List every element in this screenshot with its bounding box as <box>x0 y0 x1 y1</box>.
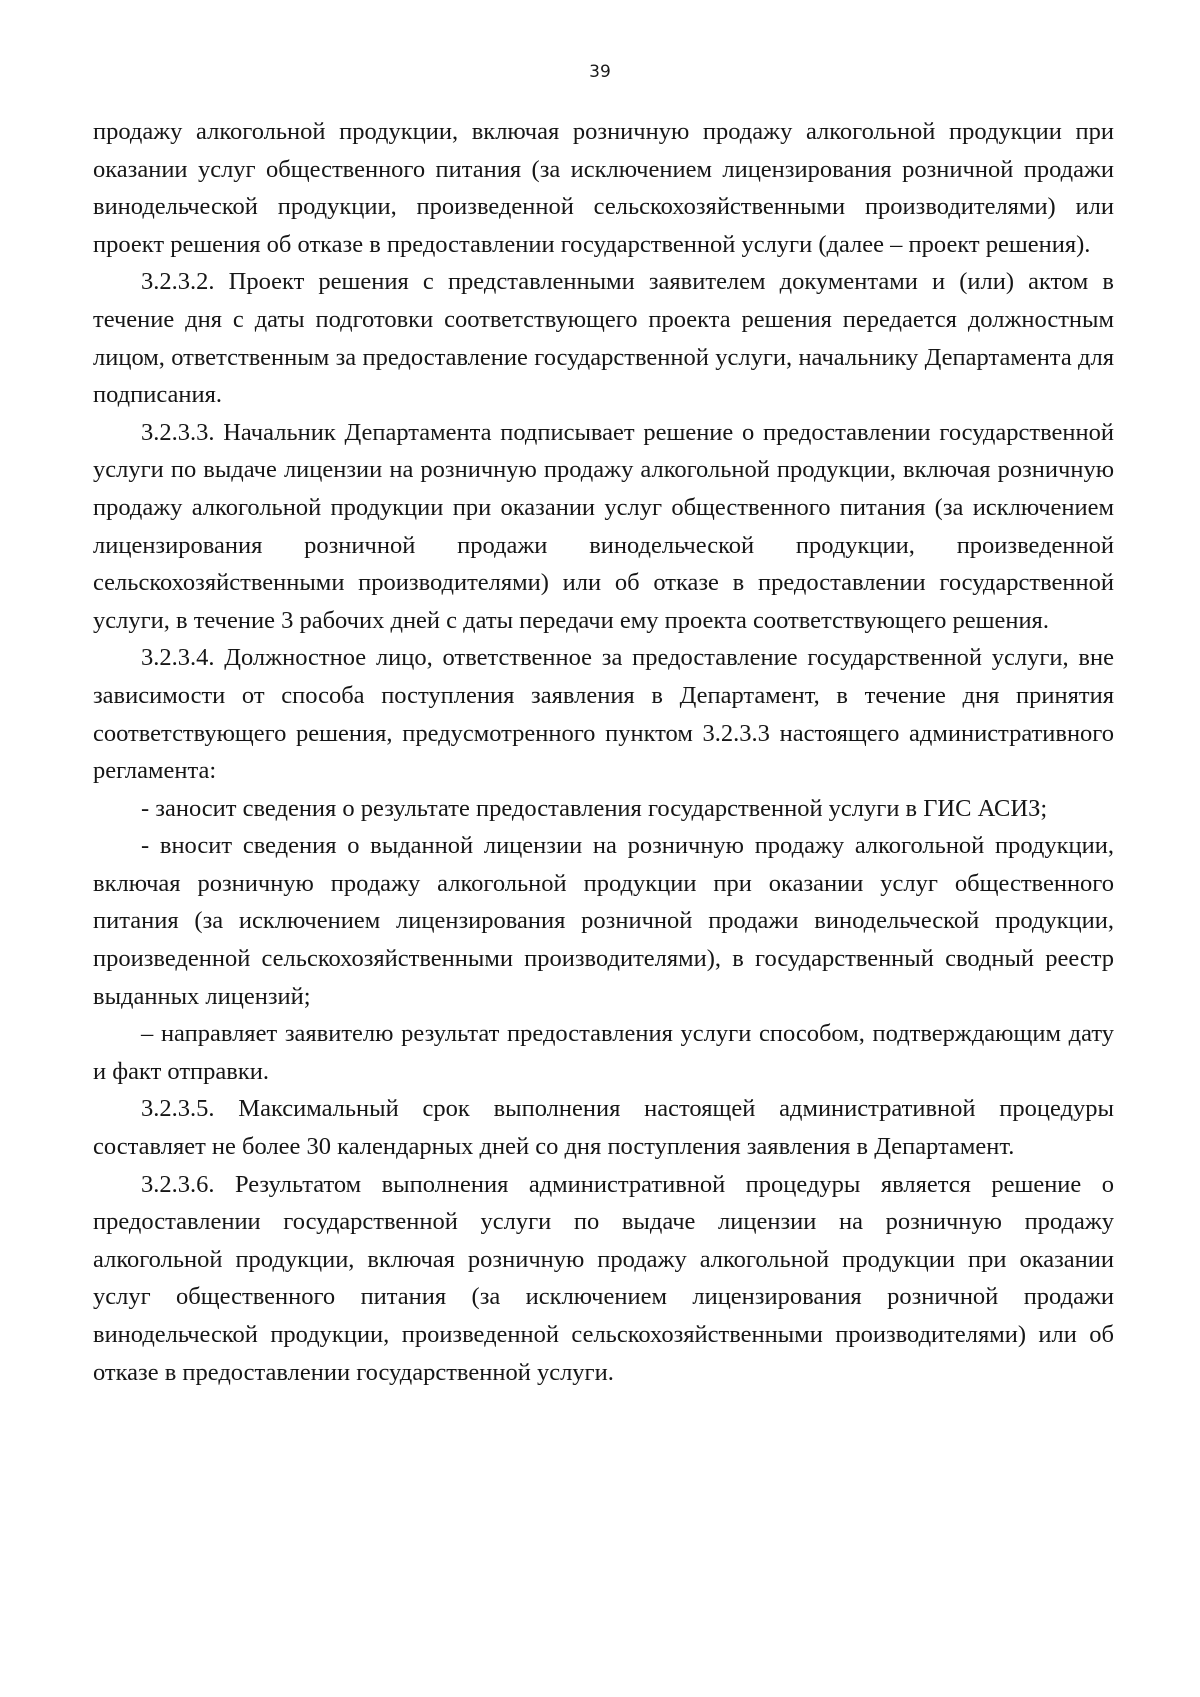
list-item-record-result: - заносит сведения о результате предоставления государственной услуги в ГИС АСИЗ; <box>141 794 1048 822</box>
paragraph-continuation: продажу алкогольной продукции, включая розничную продажу алкогольной продукции при оказании услуг общественного питания (за исключением лицензирования розничной продажи винодельческой продукции, произведенной сельскохозяйственными производителями) или проект решения об отказе в предоставлении государственной услуги (далее – проект решения). <box>93 118 1114 258</box>
paragraph-3-2-3-2: 3.2.3.2. Проект решения с представленными заявителем документами и (или) актом в течение дня с даты подготовки соответствующего проекта решения передается должностным лицом, ответственным за предоставление государственной услуги, начальнику Департамента для подписания. <box>93 268 1114 409</box>
paragraph-3-2-3-6: 3.2.3.6. Результатом выполнения административной процедуры является решение о предоставлении государственной услуги по выдаче лицензии на розничную продажу алкогольной продукции, включая розничную продажу алкогольной продукции при оказании услуг общественного питания (за исключением лицензирования розничной продажи винодельческой продукции, произведенной сельскохозяйственными производителями) или об отказе в предоставлении государственной услуги. <box>93 1170 1114 1386</box>
paragraph-3-2-3-3: 3.2.3.3. Начальник Департамента подписывает решение о предоставлении государственной услуги по выдаче лицензии на розничную продажу алкогольной продукции, включая розничную продажу алкогольной продукции при оказании услуг общественного питания (за исключением лицензирования розничной продажи винодельческой продукции, произведенной сельскохозяйственными производителями) или об отказе в предоставлении государственной услуги, в течение 3 рабочих дней с даты передачи ему проекта соответствующего решения. <box>93 418 1114 634</box>
paragraph-3-2-3-5: 3.2.3.5. Максимальный срок выполнения настоящей административной процедуры составляет не более 30 календарных дней со дня поступления заявления в Департамент. <box>93 1095 1114 1161</box>
list-item-register-license: - вносит сведения о выданной лицензии на розничную продажу алкогольной продукции, включая розничную продажу алкогольной продукции при оказании услуг общественного питания (за исключением лицензирования розничной продажи винодельческой продукции, произведенной сельскохозяйственными производителями), в государственный сводный реестр выданных лицензий; <box>93 832 1114 1010</box>
list-item-send-result: – направляет заявителю результат предоставления услуги способом, подтверждающим дату и факт отправки. <box>93 1020 1114 1085</box>
paragraph-3-2-3-4: 3.2.3.4. Должностное лицо, ответственное за предоставление государственной услуги, вне зависимости от способа поступления заявления в Департамент, в течение дня принятия соответствующего решения, предусмотренного пунктом 3.2.3.3 настоящего административного регламента: <box>93 644 1114 785</box>
page-number: 39 <box>589 62 611 82</box>
document-body <box>93 113 1114 1391</box>
